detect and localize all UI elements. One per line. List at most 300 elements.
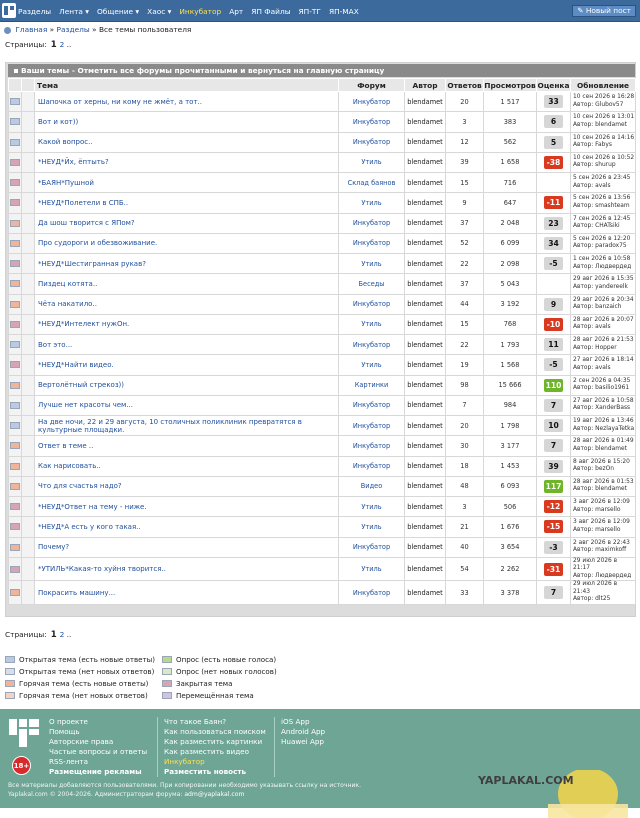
- topic-link[interactable]: Чёта накатило..: [38, 300, 97, 309]
- topic-status-icon: [10, 199, 20, 206]
- replies-count: 37: [446, 213, 484, 233]
- last-author-label: Автор:: [573, 223, 594, 230]
- copyright-note: Все материалы добавляются пользователями. При копировании необходимо указывать ссылку на источник.: [8, 782, 362, 789]
- rating-badge: -11: [544, 196, 563, 209]
- admin-email-link[interactable]: adm@yaplakal.com: [184, 790, 245, 798]
- forum-link[interactable]: Утиль: [361, 522, 382, 531]
- updated-cell: [571, 152, 636, 172]
- author-cell: [405, 395, 446, 415]
- author-link[interactable]: blendamet: [407, 158, 443, 167]
- topic-link[interactable]: Ответ в теме ..: [38, 441, 94, 450]
- last-author-link[interactable]: Glubov57: [595, 101, 624, 108]
- topic-cell: [35, 517, 339, 537]
- rating-cell: [537, 335, 571, 355]
- last-author-label: Автор:: [573, 202, 594, 209]
- views-count: 6 099: [484, 233, 537, 253]
- footer-link[interactable]: Инкубатор: [164, 757, 205, 766]
- last-author-link[interactable]: maximkoff: [595, 547, 627, 554]
- last-author-label: Автор:: [573, 425, 594, 432]
- footer-link[interactable]: Huawei App: [281, 737, 324, 746]
- topic-link[interactable]: *УТИЛЬ*Какая-то хуйня творится..: [38, 565, 166, 573]
- footer-link[interactable]: Как разместить картинки: [164, 737, 263, 746]
- author-link[interactable]: blendamet: [407, 522, 443, 531]
- rating-badge: -10: [544, 318, 563, 331]
- forum-link[interactable]: Картинки: [354, 381, 389, 390]
- last-author-link[interactable]: CHATsiki: [595, 223, 620, 230]
- nav-item[interactable]: [251, 7, 290, 16]
- topic-link[interactable]: *НЕУД*Полетели в СПБ..: [38, 198, 129, 207]
- box-title: Ваши темы: [21, 66, 70, 75]
- topic-status-icon: [10, 483, 20, 490]
- topic-link[interactable]: *БАЯН*Пушной: [38, 178, 94, 187]
- views-count: 5 043: [484, 274, 537, 294]
- updated-date: 28 авг 2026 в 20:07: [573, 316, 634, 323]
- last-author-link[interactable]: blendamet: [595, 445, 627, 452]
- updated-cell: [571, 581, 636, 605]
- last-author-link[interactable]: smashteam: [595, 202, 630, 209]
- legend-poll-icon: [162, 656, 172, 663]
- author-cell: [405, 581, 446, 605]
- author-link[interactable]: blendamet: [407, 421, 443, 430]
- author-link[interactable]: blendamet: [407, 300, 443, 309]
- updated-cell: [571, 254, 636, 274]
- table-row: [9, 537, 636, 557]
- topic-link[interactable]: Вертолётный стрекоз)): [38, 381, 125, 390]
- forum-link[interactable]: Инкубатор: [352, 300, 391, 309]
- forum-cell: [339, 193, 405, 213]
- topic-status-icon: [10, 159, 20, 166]
- chevron-down-icon: ▾: [82, 6, 89, 16]
- rating-badge: 9: [544, 298, 563, 311]
- new-post-label: Новый пост: [585, 6, 631, 15]
- legend-open-icon: [5, 668, 15, 675]
- author-link[interactable]: blendamet: [407, 441, 443, 450]
- author-cell: [405, 436, 446, 456]
- last-author-link[interactable]: avals: [595, 324, 611, 331]
- table-row: [9, 152, 636, 172]
- forum-link[interactable]: Инкубатор: [352, 138, 391, 147]
- topic-link[interactable]: *НЕУД*Интелект нужОн.: [38, 320, 130, 329]
- rating-cell: [537, 152, 571, 172]
- table-row: [9, 335, 636, 355]
- topic-status-icon: [10, 422, 20, 429]
- author-link[interactable]: blendamet: [407, 462, 443, 471]
- top-nav-bar: [0, 0, 640, 22]
- author-link[interactable]: blendamet: [407, 482, 443, 491]
- table-row: [9, 395, 636, 415]
- updated-cell: [571, 193, 636, 213]
- topic-cell: [35, 152, 339, 172]
- author-link[interactable]: blendamet: [407, 381, 443, 390]
- header-topic[interactable]: Тема: [35, 79, 339, 92]
- author-link[interactable]: blendamet: [407, 97, 443, 106]
- yap-logo-icon[interactable]: [8, 717, 40, 749]
- page-current: 1: [50, 630, 57, 640]
- last-author-link[interactable]: shurup: [595, 162, 616, 169]
- nav-item[interactable]: [179, 7, 221, 16]
- last-author: [573, 102, 635, 110]
- main-menu: [18, 0, 367, 22]
- forum-link[interactable]: Инкубатор: [352, 97, 391, 106]
- replies-count: 3: [446, 497, 484, 517]
- topic-status-cell: [9, 132, 22, 152]
- forum-cell: [339, 375, 405, 395]
- forum-link[interactable]: Инкубатор: [352, 117, 391, 126]
- last-author-label: Автор:: [573, 572, 594, 579]
- topic-cell: [35, 254, 339, 274]
- rating-badge: 7: [544, 586, 563, 599]
- rating-cell: [537, 92, 571, 112]
- topic-type-cell: [22, 355, 35, 375]
- updated-cell: [571, 436, 636, 456]
- footer-link[interactable]: Что такое Баян?: [164, 717, 227, 726]
- topic-status-icon: [10, 382, 20, 389]
- last-author-link[interactable]: XanderBass: [595, 405, 631, 412]
- legend-left: [5, 653, 155, 701]
- breadcrumb-sections[interactable]: Разделы: [56, 25, 90, 34]
- updated-date: 1 сен 2026 в 10:58: [573, 256, 631, 263]
- author-link[interactable]: blendamet: [407, 565, 443, 573]
- topic-link[interactable]: Лучше нет красоты чем...: [38, 401, 133, 410]
- topic-link[interactable]: Как нарисовать..: [38, 462, 101, 471]
- author-link[interactable]: blendamet: [407, 117, 443, 126]
- last-author-link[interactable]: Людвердед: [595, 263, 632, 270]
- author-cell: [405, 355, 446, 375]
- last-author-link[interactable]: avals: [595, 182, 611, 189]
- last-author-link[interactable]: blendamet: [595, 486, 627, 493]
- rating-cell: [537, 173, 571, 193]
- topic-link[interactable]: Вот это...: [38, 340, 73, 349]
- topic-link[interactable]: Покрасить машину...: [38, 588, 116, 597]
- author-link[interactable]: blendamet: [407, 138, 443, 147]
- topic-link[interactable]: *НЕУД*Найти видео.: [38, 360, 114, 369]
- last-author: [573, 264, 635, 272]
- author-link[interactable]: blendamet: [407, 320, 443, 329]
- topic-type-cell: [22, 173, 35, 193]
- forum-link[interactable]: Инкубатор: [352, 441, 391, 450]
- author-cell: [405, 375, 446, 395]
- rating-cell: [537, 416, 571, 436]
- forum-link[interactable]: Утиль: [361, 320, 382, 329]
- topic-cell: [35, 557, 339, 581]
- author-link[interactable]: blendamet: [407, 588, 443, 597]
- replies-count: 22: [446, 335, 484, 355]
- forum-cell: [339, 497, 405, 517]
- nav-item-label: Инкубатор: [179, 6, 222, 16]
- updated-cell: [571, 476, 636, 496]
- author-cell: [405, 193, 446, 213]
- last-author: [573, 405, 635, 413]
- author-cell: [405, 537, 446, 557]
- last-author-link[interactable]: Hopper: [595, 344, 617, 351]
- forum-link[interactable]: Инкубатор: [352, 588, 391, 597]
- rating-badge: -15: [544, 520, 563, 533]
- forum-link[interactable]: Утиль: [361, 158, 382, 167]
- updated-date: 2 авг 2026 в 22:43: [573, 539, 630, 546]
- forum-link[interactable]: Инкубатор: [352, 219, 391, 228]
- footer-link[interactable]: Разместить новость: [164, 767, 247, 776]
- last-author-label: Автор:: [573, 547, 594, 554]
- topic-status-cell: [9, 395, 22, 415]
- legend-new-icon: [5, 656, 15, 663]
- nav-item[interactable]: [59, 7, 89, 16]
- legend-label: Перемещённая тема: [176, 690, 254, 700]
- forum-link[interactable]: Утиль: [361, 198, 382, 207]
- topic-link[interactable]: Про судороги и обезвоживание.: [38, 239, 158, 248]
- topic-link[interactable]: Вот и кот)): [38, 117, 79, 126]
- topic-type-cell: [22, 152, 35, 172]
- views-count: 1 798: [484, 416, 537, 436]
- last-author-label: Автор:: [573, 466, 594, 473]
- last-author-link[interactable]: avals: [595, 364, 611, 371]
- last-author: [573, 573, 635, 581]
- table-row: [9, 497, 636, 517]
- footer-link[interactable]: Как пользоваться поиском: [164, 727, 266, 736]
- last-author: [573, 122, 635, 130]
- forum-cell: [339, 476, 405, 496]
- topic-link[interactable]: Какой вопрос..: [38, 138, 93, 147]
- site-logo-icon[interactable]: [2, 3, 16, 18]
- replies-count: 18: [446, 456, 484, 476]
- breadcrumb-current: Все темы пользователя: [98, 25, 192, 34]
- header-author[interactable]: Автор: [405, 79, 446, 92]
- topic-cell: [35, 355, 339, 375]
- nav-item[interactable]: [18, 7, 51, 16]
- topic-type-cell: [22, 517, 35, 537]
- topic-type-cell: [22, 476, 35, 496]
- topic-status-cell: [9, 335, 22, 355]
- topic-link[interactable]: Пиздец котята..: [38, 279, 98, 288]
- header-updated[interactable]: Обновление: [571, 79, 636, 92]
- rating-badge: -31: [544, 563, 563, 576]
- forum-cell: [339, 335, 405, 355]
- footer-link[interactable]: iOS App: [281, 717, 310, 726]
- author-link[interactable]: blendamet: [407, 178, 443, 187]
- footer-link[interactable]: Android App: [281, 727, 326, 736]
- header-icon1: [9, 79, 22, 92]
- forum-link[interactable]: Утиль: [361, 565, 382, 573]
- footer-link[interactable]: Частые вопросы и ответы: [49, 747, 148, 756]
- last-author-label: Автор:: [573, 385, 594, 392]
- author-cell: [405, 497, 446, 517]
- author-link[interactable]: blendamet: [407, 543, 443, 552]
- replies-count: 15: [446, 173, 484, 193]
- replies-count: 9: [446, 193, 484, 213]
- forum-link[interactable]: Инкубатор: [352, 421, 391, 430]
- last-author: [573, 142, 635, 150]
- updated-cell: [571, 416, 636, 436]
- last-author-link[interactable]: paradox75: [595, 243, 627, 250]
- author-link[interactable]: blendamet: [407, 259, 443, 268]
- topic-link[interactable]: Да шош творится с ЯПом?: [38, 219, 135, 228]
- replies-count: 48: [446, 476, 484, 496]
- last-author-link[interactable]: bezOn: [595, 466, 614, 473]
- rating-cell: [537, 314, 571, 334]
- updated-date: 10 сен 2026 в 14:16: [573, 134, 635, 141]
- last-author-link[interactable]: NezlayaTetka: [595, 425, 635, 432]
- last-author-link[interactable]: dlt25: [595, 596, 611, 603]
- last-author-link[interactable]: marsello: [595, 526, 621, 533]
- topic-link[interactable]: *НЕУД*Ответ на тему - ниже.: [38, 502, 147, 511]
- author-link[interactable]: blendamet: [407, 502, 443, 511]
- forum-link[interactable]: Инкубатор: [352, 462, 391, 471]
- author-link[interactable]: blendamet: [407, 198, 443, 207]
- topic-type-cell: [22, 456, 35, 476]
- updated-cell: [571, 395, 636, 415]
- table-row: [9, 193, 636, 213]
- last-author-link[interactable]: Fabys: [595, 142, 612, 149]
- nav-item[interactable]: [147, 7, 171, 16]
- updated-cell: [571, 274, 636, 294]
- nav-item[interactable]: [299, 7, 321, 16]
- footer-link[interactable]: Как разместить видео: [164, 747, 249, 756]
- forum-link[interactable]: Инкубатор: [352, 543, 391, 552]
- topic-cell: [35, 581, 339, 605]
- author-cell: [405, 335, 446, 355]
- page-2-link[interactable]: 2: [59, 630, 65, 639]
- rating-cell: [537, 355, 571, 375]
- last-author-link[interactable]: Людвердед: [595, 572, 632, 579]
- last-author: [573, 446, 635, 454]
- last-author: [573, 324, 635, 332]
- legend-hot-icon: [5, 692, 15, 699]
- views-count: 15 666: [484, 375, 537, 395]
- rating-badge: 34: [544, 237, 563, 250]
- topic-link[interactable]: *НЕУД*Шестигранная рукав?: [38, 259, 146, 268]
- last-author-link[interactable]: yandereelk: [595, 283, 628, 290]
- topic-status-icon: [10, 341, 20, 348]
- forum-cell: [339, 274, 405, 294]
- nav-item-label: Арт: [229, 6, 244, 16]
- nav-item-label: ЯП Файлы: [251, 6, 291, 16]
- header-rating[interactable]: Оценка: [537, 80, 570, 90]
- topic-status-cell: [9, 294, 22, 314]
- footer-link[interactable]: Авторские права: [49, 737, 114, 746]
- rating-badge: 6: [544, 115, 563, 128]
- forum-link[interactable]: Видео: [360, 482, 383, 491]
- topic-status-cell: [9, 112, 22, 132]
- replies-count: 98: [446, 375, 484, 395]
- topic-link[interactable]: *НЕУД*Йх, ёптыть?: [38, 158, 109, 167]
- table-row: [9, 233, 636, 253]
- topic-cell: [35, 132, 339, 152]
- forum-link[interactable]: Инкубатор: [352, 239, 391, 248]
- replies-count: 20: [446, 92, 484, 112]
- topic-cell: [35, 395, 339, 415]
- topic-type-cell: [22, 395, 35, 415]
- topic-status-icon: [10, 280, 20, 287]
- updated-cell: [571, 537, 636, 557]
- forum-link[interactable]: Инкубатор: [352, 340, 391, 349]
- rating-badge: 10: [544, 419, 563, 432]
- home-icon[interactable]: [4, 27, 11, 34]
- legend-label: Горячая тема (есть новые ответы): [19, 678, 149, 688]
- nav-item[interactable]: [97, 7, 139, 16]
- topic-cell: [35, 416, 339, 436]
- topic-status-cell: [9, 581, 22, 605]
- forum-link[interactable]: Утиль: [361, 259, 382, 268]
- author-cell: [405, 213, 446, 233]
- topic-status-icon: [10, 523, 20, 530]
- footer-link[interactable]: О проекте: [49, 717, 88, 726]
- topic-link[interactable]: Шапочка от херны, ни кому не жмёт, а тот..: [38, 97, 202, 106]
- page-more[interactable]: ..: [66, 630, 72, 639]
- last-author: [573, 486, 635, 494]
- header-replies[interactable]: Ответов: [447, 80, 482, 90]
- author-link[interactable]: blendamet: [407, 360, 443, 369]
- forum-link[interactable]: Склад баянов: [347, 178, 396, 187]
- author-cell: [405, 233, 446, 253]
- rating-badge: 117: [545, 481, 562, 491]
- topic-link[interactable]: Что для счастья надо?: [38, 482, 122, 491]
- new-post-button[interactable]: [572, 5, 636, 17]
- author-link[interactable]: blendamet: [407, 239, 443, 248]
- table-row: [9, 517, 636, 537]
- footer-link[interactable]: RSS-лента: [49, 757, 89, 766]
- page-more[interactable]: ..: [66, 40, 72, 49]
- updated-date: 5 сен 2026 в 12:20: [573, 235, 631, 242]
- topic-type-cell: [22, 375, 35, 395]
- copyright-line: [8, 791, 361, 800]
- author-cell: [405, 173, 446, 193]
- footer-link[interactable]: Помощь: [49, 727, 80, 736]
- nav-item[interactable]: [229, 7, 243, 16]
- topics-box-header: [8, 64, 635, 77]
- rating-cell: [537, 213, 571, 233]
- forum-link[interactable]: Утиль: [361, 360, 382, 369]
- topic-type-cell: [22, 436, 35, 456]
- page-2-link[interactable]: 2: [59, 40, 65, 49]
- forum-cell: [339, 416, 405, 436]
- rating-cell: [537, 581, 571, 605]
- footer-col-apps: [281, 717, 325, 747]
- forum-link[interactable]: Утиль: [361, 502, 382, 511]
- breadcrumb-home[interactable]: Главная: [15, 25, 48, 34]
- mark-all-read-link[interactable]: Отметить все форумы прочитанными и вернуться на главную страницу: [77, 66, 385, 75]
- footer-link[interactable]: Размещение рекламы: [49, 767, 142, 776]
- author-link[interactable]: blendamet: [407, 279, 443, 288]
- last-author-link[interactable]: blendamet: [595, 121, 627, 128]
- header-forum[interactable]: Форум: [339, 79, 405, 92]
- topic-status-cell: [9, 92, 22, 112]
- last-author-link[interactable]: marsello: [595, 506, 621, 513]
- rating-badge: 11: [544, 338, 563, 351]
- updated-date: 3 авг 2026 в 12:09: [573, 519, 630, 526]
- table-header-row: [9, 79, 636, 92]
- forum-link[interactable]: Инкубатор: [352, 401, 391, 410]
- views-count: 6 093: [484, 476, 537, 496]
- table-row: [9, 254, 636, 274]
- table-row: [9, 416, 636, 436]
- topic-link[interactable]: *НЕУД*А есть у кого такая..: [38, 522, 141, 531]
- updated-date: 29 июл 2026 в 21:17: [573, 557, 618, 572]
- updated-cell: [571, 375, 636, 395]
- author-link[interactable]: blendamet: [407, 401, 443, 410]
- last-author-link[interactable]: banzaich: [595, 304, 622, 311]
- author-link[interactable]: blendamet: [407, 219, 443, 228]
- header-views[interactable]: Просмотров: [484, 80, 536, 90]
- nav-item[interactable]: [329, 7, 359, 16]
- last-author-link[interactable]: basilio1961: [595, 385, 630, 392]
- forum-cell: [339, 355, 405, 375]
- topic-link[interactable]: На две ночи, 22 и 29 августа, 10 столичных поликлиник превратятся в культурные площадки.: [38, 417, 302, 434]
- topic-cell: [35, 173, 339, 193]
- forum-link[interactable]: Беседы: [358, 279, 385, 288]
- topic-link[interactable]: Почему?: [38, 543, 70, 552]
- forum-cell: [339, 557, 405, 581]
- author-link[interactable]: blendamet: [407, 340, 443, 349]
- nav-item-label: ЯП-MAX: [328, 6, 359, 16]
